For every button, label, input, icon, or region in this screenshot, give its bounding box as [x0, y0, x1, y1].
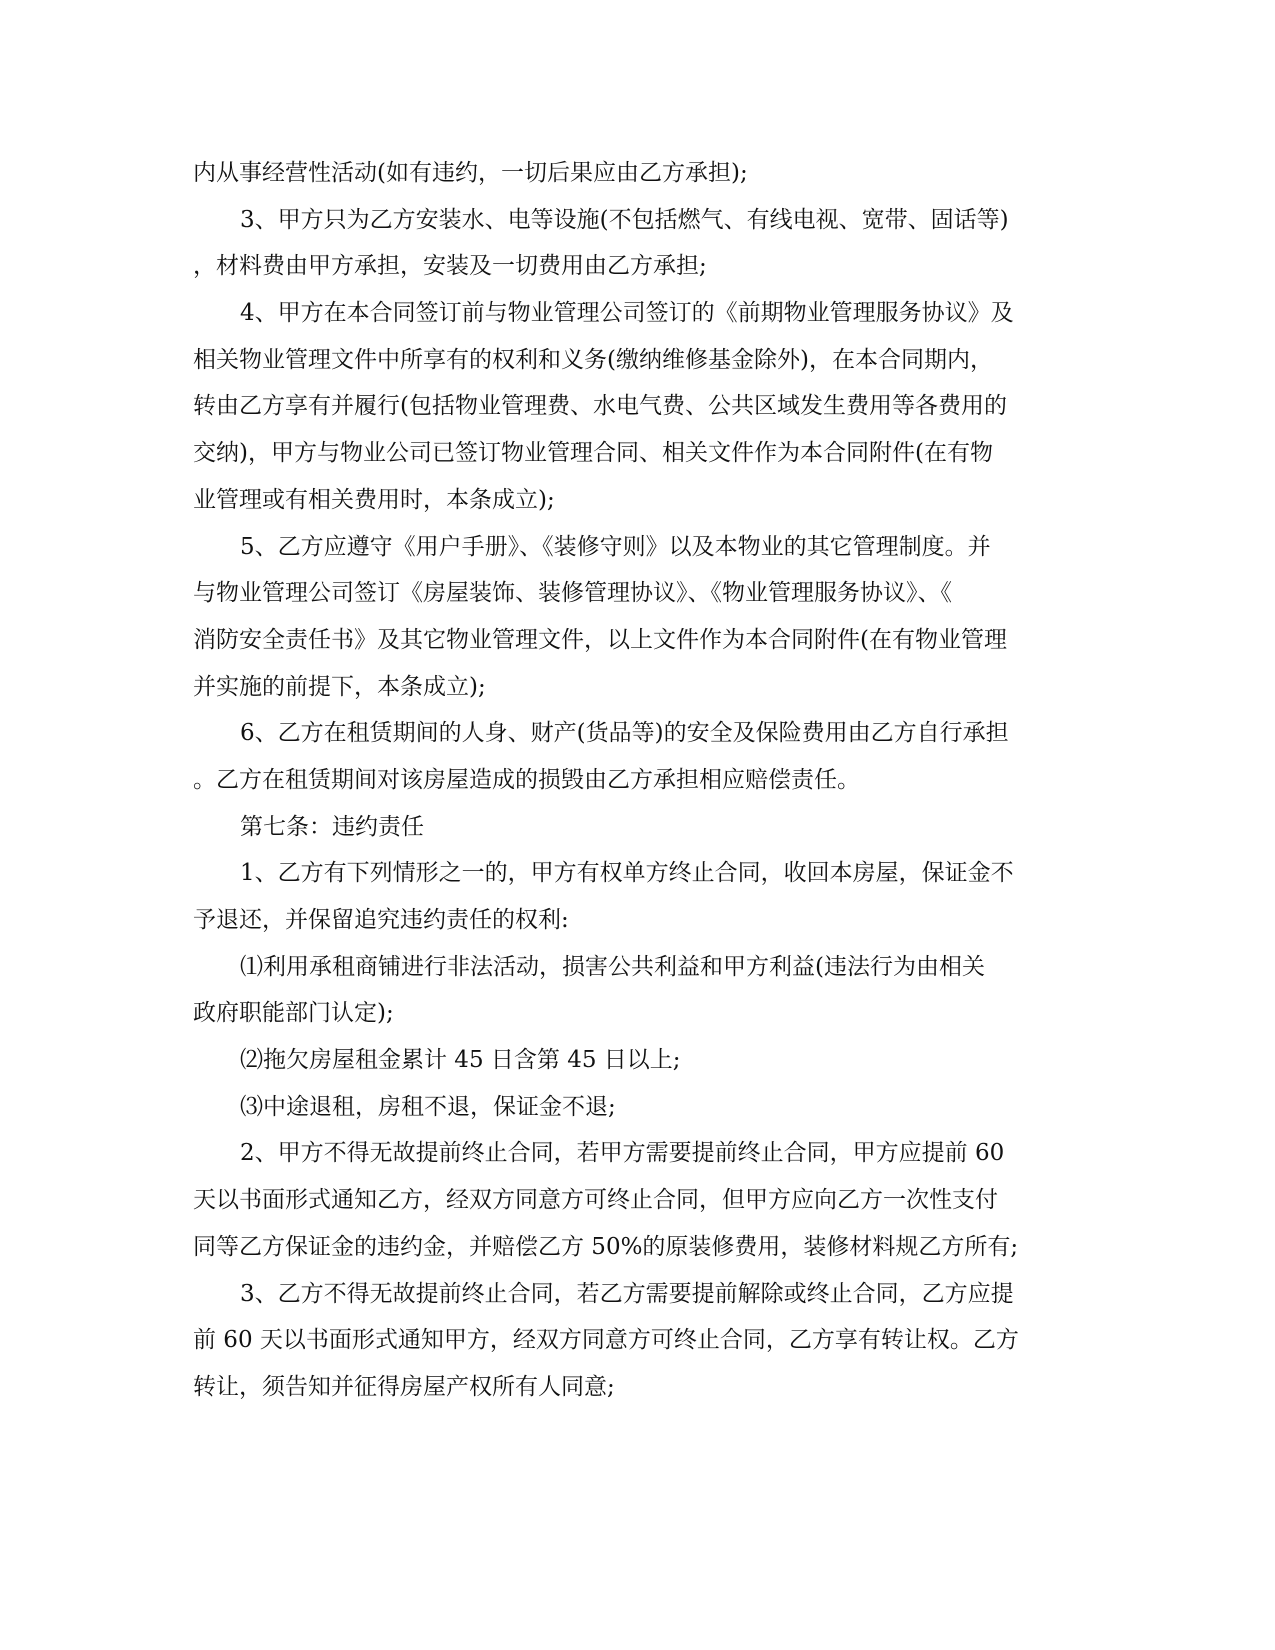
text-line: 3、甲方只为乙方安装水、电等设施(不包括燃气、有线电视、宽带、固话等) [240, 206, 1009, 233]
text-line: 内从事经营性活动(如有违约，一切后果应由乙方承担); [193, 160, 748, 186]
text-line: 5、乙方应遵守《用户手册》、《装修守则》以及本物业的其它管理制度。并 [240, 533, 991, 560]
text-line: ⑶中途退租，房租不退，保证金不退; [240, 1093, 616, 1120]
text-line: 3、乙方不得无故提前终止合同，若乙方需要提前解除或终止合同，乙方应提 [240, 1280, 1014, 1307]
text-line: 1、乙方有下列情形之一的，甲方有权单方终止合同，收回本房屋，保证金不 [240, 860, 1014, 887]
text-line: 6、乙方在租赁期间的人身、财产(货品等)的安全及保险费用由乙方自行承担 [240, 720, 1009, 747]
text-line: 转让，须告知并征得房屋产权所有人同意; [193, 1373, 615, 1400]
text-line: 政府职能部门认定); [193, 1000, 394, 1027]
text-line: 交纳)，甲方与物业公司已签订物业管理合同、相关文件作为本合同附件(在有物 [193, 440, 993, 467]
text-line: 4、甲方在本合同签订前与物业管理公司签订的《前期物业管理服务协议》及 [240, 300, 1014, 327]
text-line: ，材料费由甲方承担，安装及一切费用由乙方承担; [193, 253, 707, 280]
text-line: ⑴利用承租商铺进行非法活动，损害公共利益和甲方利益(违法行为由相关 [240, 953, 985, 980]
text-line: 消防安全责任书》及其它物业管理文件，以上文件作为本合同附件(在有物业管理 [193, 626, 1007, 653]
text-line: 天以书面形式通知乙方，经双方同意方可终止合同，但甲方应向乙方一次性支付 [193, 1187, 998, 1214]
text-line: 予退还，并保留追究违约责任的权利: [193, 907, 569, 933]
text-line: 第七条：违约责任 [240, 813, 424, 840]
text-line: 同等乙方保证金的违约金，并赔偿乙方 50%的原装修费用，装修材料规乙方所有; [193, 1233, 1019, 1260]
text-line: 与物业管理公司签订《房屋装饰、装修管理协议》、《物业管理服务协议》、《 [193, 580, 952, 607]
text-line: 转由乙方享有并履行(包括物业管理费、水电气费、公共区域发生费用等各费用的 [193, 393, 1007, 420]
text-line: 前 60 天以书面形式通知甲方，经双方同意方可终止合同，乙方享有转让权。乙方 [193, 1327, 1019, 1354]
text-line: 2、甲方不得无故提前终止合同，若甲方需要提前终止合同，甲方应提前 60 [240, 1140, 1005, 1167]
text-line: ⑵拖欠房屋租金累计 45 日含第 45 日以上; [240, 1047, 681, 1074]
text-line: 业管理或有相关费用时，本条成立); [193, 486, 555, 513]
text-line: 。乙方在租赁期间对该房屋造成的损毁由乙方承担相应赔偿责任。 [193, 766, 860, 793]
text-line: 并实施的前提下，本条成立); [193, 673, 486, 700]
document-body [193, 150, 1073, 1411]
text-line: 相关物业管理文件中所享有的权利和义务(缴纳维修基金除外)，在本合同期内， [193, 346, 993, 373]
